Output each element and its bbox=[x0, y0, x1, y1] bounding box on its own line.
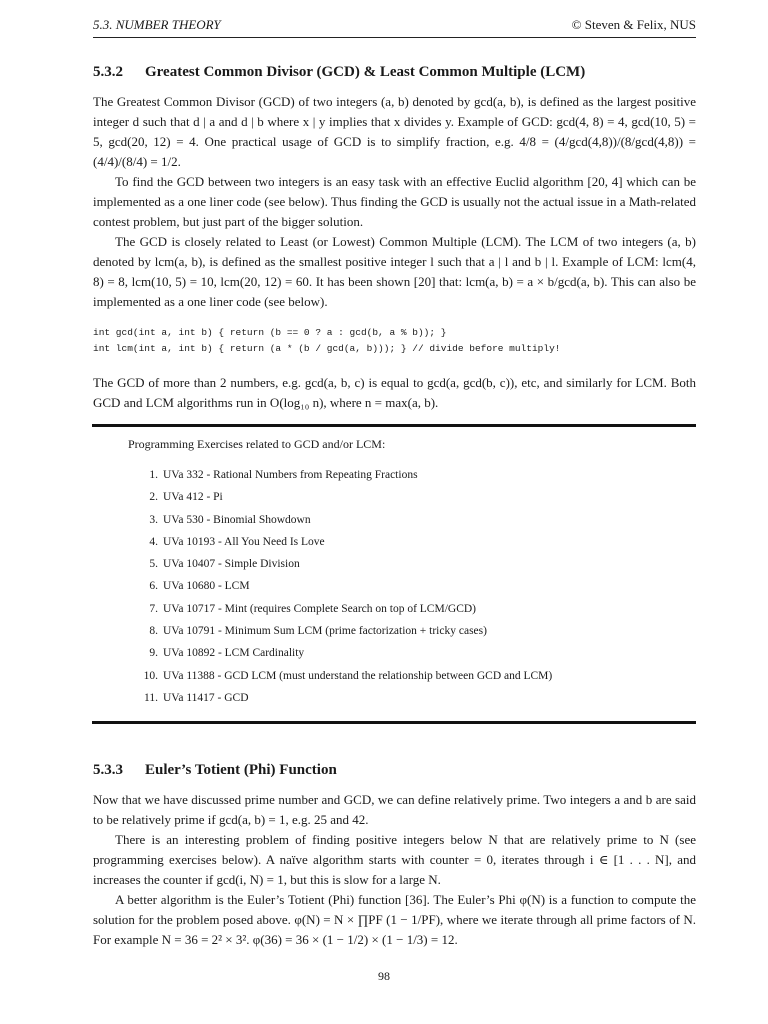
exercise-item: 7. UVa 10717 - Mint (requires Complete Search on top of LCM/GCD) bbox=[149, 602, 477, 615]
exercise-text: UVa 11417 - GCD bbox=[163, 691, 249, 704]
gcd-paragraph-2: To find the GCD between two integers is an easy task with an effective Euclid algorithm [20, 4] which can be implemented as a one liner code (see below). Thus finding the GCD is usually not the actual issue in a Math-related contest problem, but just part of the bigger solution. bbox=[93, 174, 696, 229]
exercise-item: 4. UVa 10193 - All You Need Is Love bbox=[149, 535, 325, 548]
code-line: int gcd(int a, int b) { return (b == 0 ? a : gcd(b, a % b)); } bbox=[93, 327, 447, 338]
exercise-text: UVa 10892 - LCM Cardinality bbox=[163, 647, 305, 660]
exercise-text: UVa 332 - Rational Numbers from Repeating Fractions bbox=[163, 469, 418, 481]
exercise-item: 2. UVa 412 - Pi bbox=[149, 491, 223, 504]
exercise-text: UVa 10680 - LCM bbox=[163, 580, 250, 593]
section-title: Euler’s Totient (Phi) Function bbox=[145, 762, 337, 778]
running-header bbox=[93, 17, 696, 38]
header-credit: © Steven & Felix, NUS bbox=[571, 17, 696, 32]
exercise-text: UVa 10193 - All You Need Is Love bbox=[163, 535, 325, 548]
code-listing bbox=[93, 325, 560, 357]
exercise-text: UVa 412 - Pi bbox=[163, 491, 223, 504]
section-heading-phi bbox=[93, 762, 337, 779]
exercise-text: UVa 11388 - GCD LCM (must understand the relationship between GCD and LCM) bbox=[163, 669, 553, 682]
exercise-text: UVa 530 - Binomial Showdown bbox=[163, 513, 311, 526]
exercise-list bbox=[136, 468, 552, 713]
exercise-text: UVa 10717 - Mint (requires Complete Search on top of LCM/GCD) bbox=[163, 602, 477, 615]
exercise-text: UVa 10791 - Minimum Sum LCM (prime factorization + tricky cases) bbox=[163, 625, 487, 638]
exercise-item: 11. UVa 11417 - GCD bbox=[144, 691, 249, 704]
gcd-paragraph-3: The GCD is closely related to Least (or Lowest) Common Multiple (LCM). The LCM of two integers (a, b) denoted by lcm(a, b), is defined as the smallest positive integer l such that a | l and b | l. Example of LCM: lcm(4, 8) = 8, lcm(10, 5) = 10, lcm(20, 12) = 60. It has been shown [20] that: lcm(a, b) = a × b/gcd(a, b). This can also be implemented as a one liner code (see below). bbox=[93, 234, 696, 309]
phi-paragraph-2: There is an interesting problem of finding positive integers below N that are relatively prime to N (see programming exercises below). A naïve algorithm starts with counter = 0, iterates through i ∈ [1 . . . N], and increases the counter if gcd(i, N) = 1, but this is slow for a large N. bbox=[93, 832, 696, 887]
phi-paragraph-3: A better algorithm is the Euler’s Totient (Phi) function [36]. The Euler’s Phi φ(N) is a function to compute the solution for the problem posed above. φ(N) = N × ∏PF (1 − 1/PF), where we iterate through all prime factors of N. For example N = 36 = 2² × 3². φ(36) = 36 × (1 − 1/2) × (1 − 1/3) = 12. bbox=[93, 892, 696, 947]
exercise-box-title: Programming Exercises related to GCD and/or LCM: bbox=[128, 437, 386, 451]
exercise-item: 10. UVa 11388 - GCD LCM (must understand the relationship between GCD and LCM) bbox=[143, 669, 553, 682]
exercise-item: 5. UVa 10407 - Simple Division bbox=[149, 558, 300, 571]
exercise-box bbox=[92, 424, 696, 724]
section-title: Greatest Common Divisor (GCD) & Least Common Multiple (LCM) bbox=[145, 64, 586, 80]
phi-paragraph-1: Now that we have discussed prime number and GCD, we can define relatively prime. Two integers a and b are said to be relatively prime if gcd(a, b) = 1, e.g. 25 and 42. bbox=[93, 792, 696, 827]
code-line: int lcm(int a, int b) { return (a * (b / gcd(a, b))); } // divide before multiply! bbox=[93, 343, 561, 354]
gcd-paragraph-4: The GCD of more than 2 numbers, e.g. gcd(a, b, c) is equal to gcd(a, gcd(b, c)), etc, and similarly for LCM. Both GCD and LCM algorithms run in O(log₁₀ n), where n = max(a, b). bbox=[93, 375, 696, 410]
header-section: 5.3. NUMBER THEORY bbox=[93, 17, 221, 32]
exercise-item: 1. UVa 332 - Rational Numbers from Repeating Fractions bbox=[149, 469, 418, 481]
exercise-item: 6. UVa 10680 - LCM bbox=[149, 580, 250, 593]
section-heading-gcd bbox=[93, 64, 585, 81]
section-number: 5.3.3 bbox=[93, 762, 123, 778]
page-number: 98 bbox=[378, 969, 390, 983]
exercise-item: 3. UVa 530 - Binomial Showdown bbox=[149, 513, 311, 526]
section-number: 5.3.2 bbox=[93, 64, 123, 80]
gcd-paragraph-1: The Greatest Common Divisor (GCD) of two integers (a, b) denoted by gcd(a, b), is defined as the largest positive integer d such that d | a and d | b where x | y implies that x divides y. Example of GCD: gcd(4, 8) = 4, gcd(10, 5) = 5, gcd(20, 12) = 4. One practical usage of GCD is to simplify fraction, e.g. 4/8 = (4/gcd(4,8))/(8/gcd(4,8)) = (4/4)/(8/4) = 1/2. bbox=[93, 94, 696, 169]
exercise-text: UVa 10407 - Simple Division bbox=[163, 558, 300, 571]
exercise-item: 9. UVa 10892 - LCM Cardinality bbox=[149, 647, 305, 660]
exercise-item: 8. UVa 10791 - Minimum Sum LCM (prime factorization + tricky cases) bbox=[149, 625, 487, 638]
